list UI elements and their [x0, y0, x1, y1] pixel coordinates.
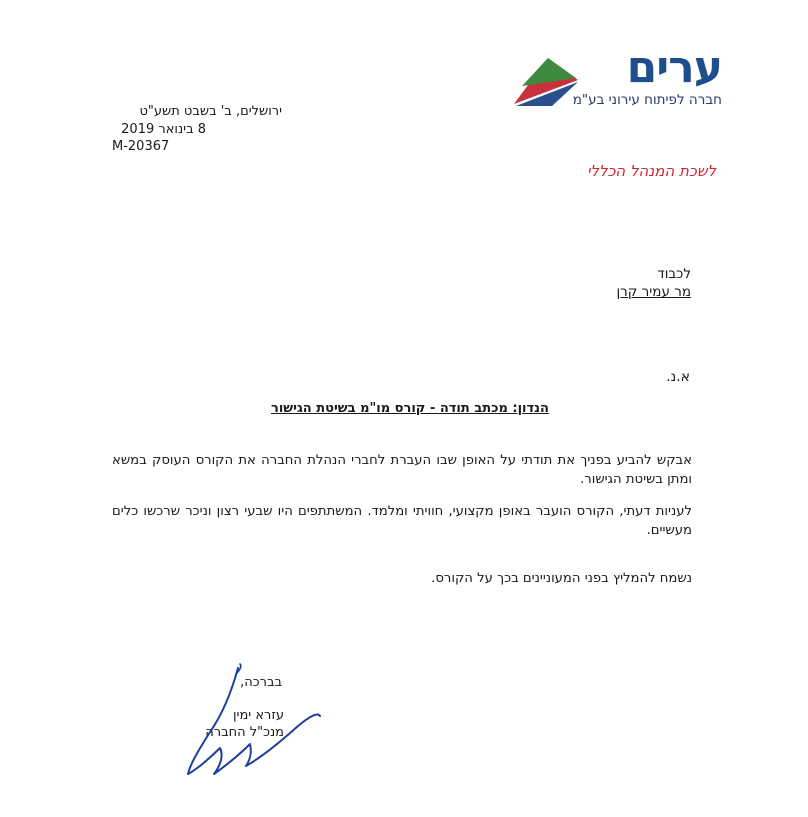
handwritten-signature — [180, 660, 330, 785]
date-gregorian: 8 בינואר 2019 — [121, 121, 206, 137]
reference-number: M-20367 — [112, 139, 170, 154]
recipient-name: מר עמיר קרן — [616, 284, 691, 300]
date-hebrew: ירושלים, ב' בשבט תשע"ט — [139, 104, 282, 119]
closing: בברכה, — [240, 675, 282, 690]
logo-brand-text: ערים — [626, 42, 722, 93]
company-logo — [512, 44, 722, 114]
signer-name: עזרא ימין — [233, 708, 284, 723]
logo-triangle-icon — [512, 50, 580, 108]
subject-line: הנדון: מכתב תודה - קורס מו"מ בשיטת הגישור — [271, 401, 549, 416]
greeting: א.נ. — [666, 369, 690, 385]
signer-title: מנכ"ל החברה — [205, 725, 284, 740]
body-paragraph: לעניות דעתי, הקורס הועבר באופן מקצועי, חוויתי ומלמד. המשתתפים היו שבעי רצון וניכר שרכשו כלים מעשיים. — [112, 504, 692, 538]
body-paragraph: אבקש להביע בפניך את תודתי על האופן שבו העברת לחברי הנהלת החברה את הקורס העוסק במשא ומתן בשיטת הגישור. — [112, 453, 692, 487]
salutation: לכבוד — [657, 266, 691, 282]
recipient-block — [616, 265, 691, 301]
logo-tagline: חברה לפיתוח עירוני בע"מ — [572, 92, 722, 108]
letter-meta — [112, 103, 282, 156]
office-title: לשכת המנהל הכללי — [587, 162, 716, 180]
body-paragraph: נשמח להמליץ בפני המעוניינים בכך על הקורס. — [431, 571, 692, 586]
